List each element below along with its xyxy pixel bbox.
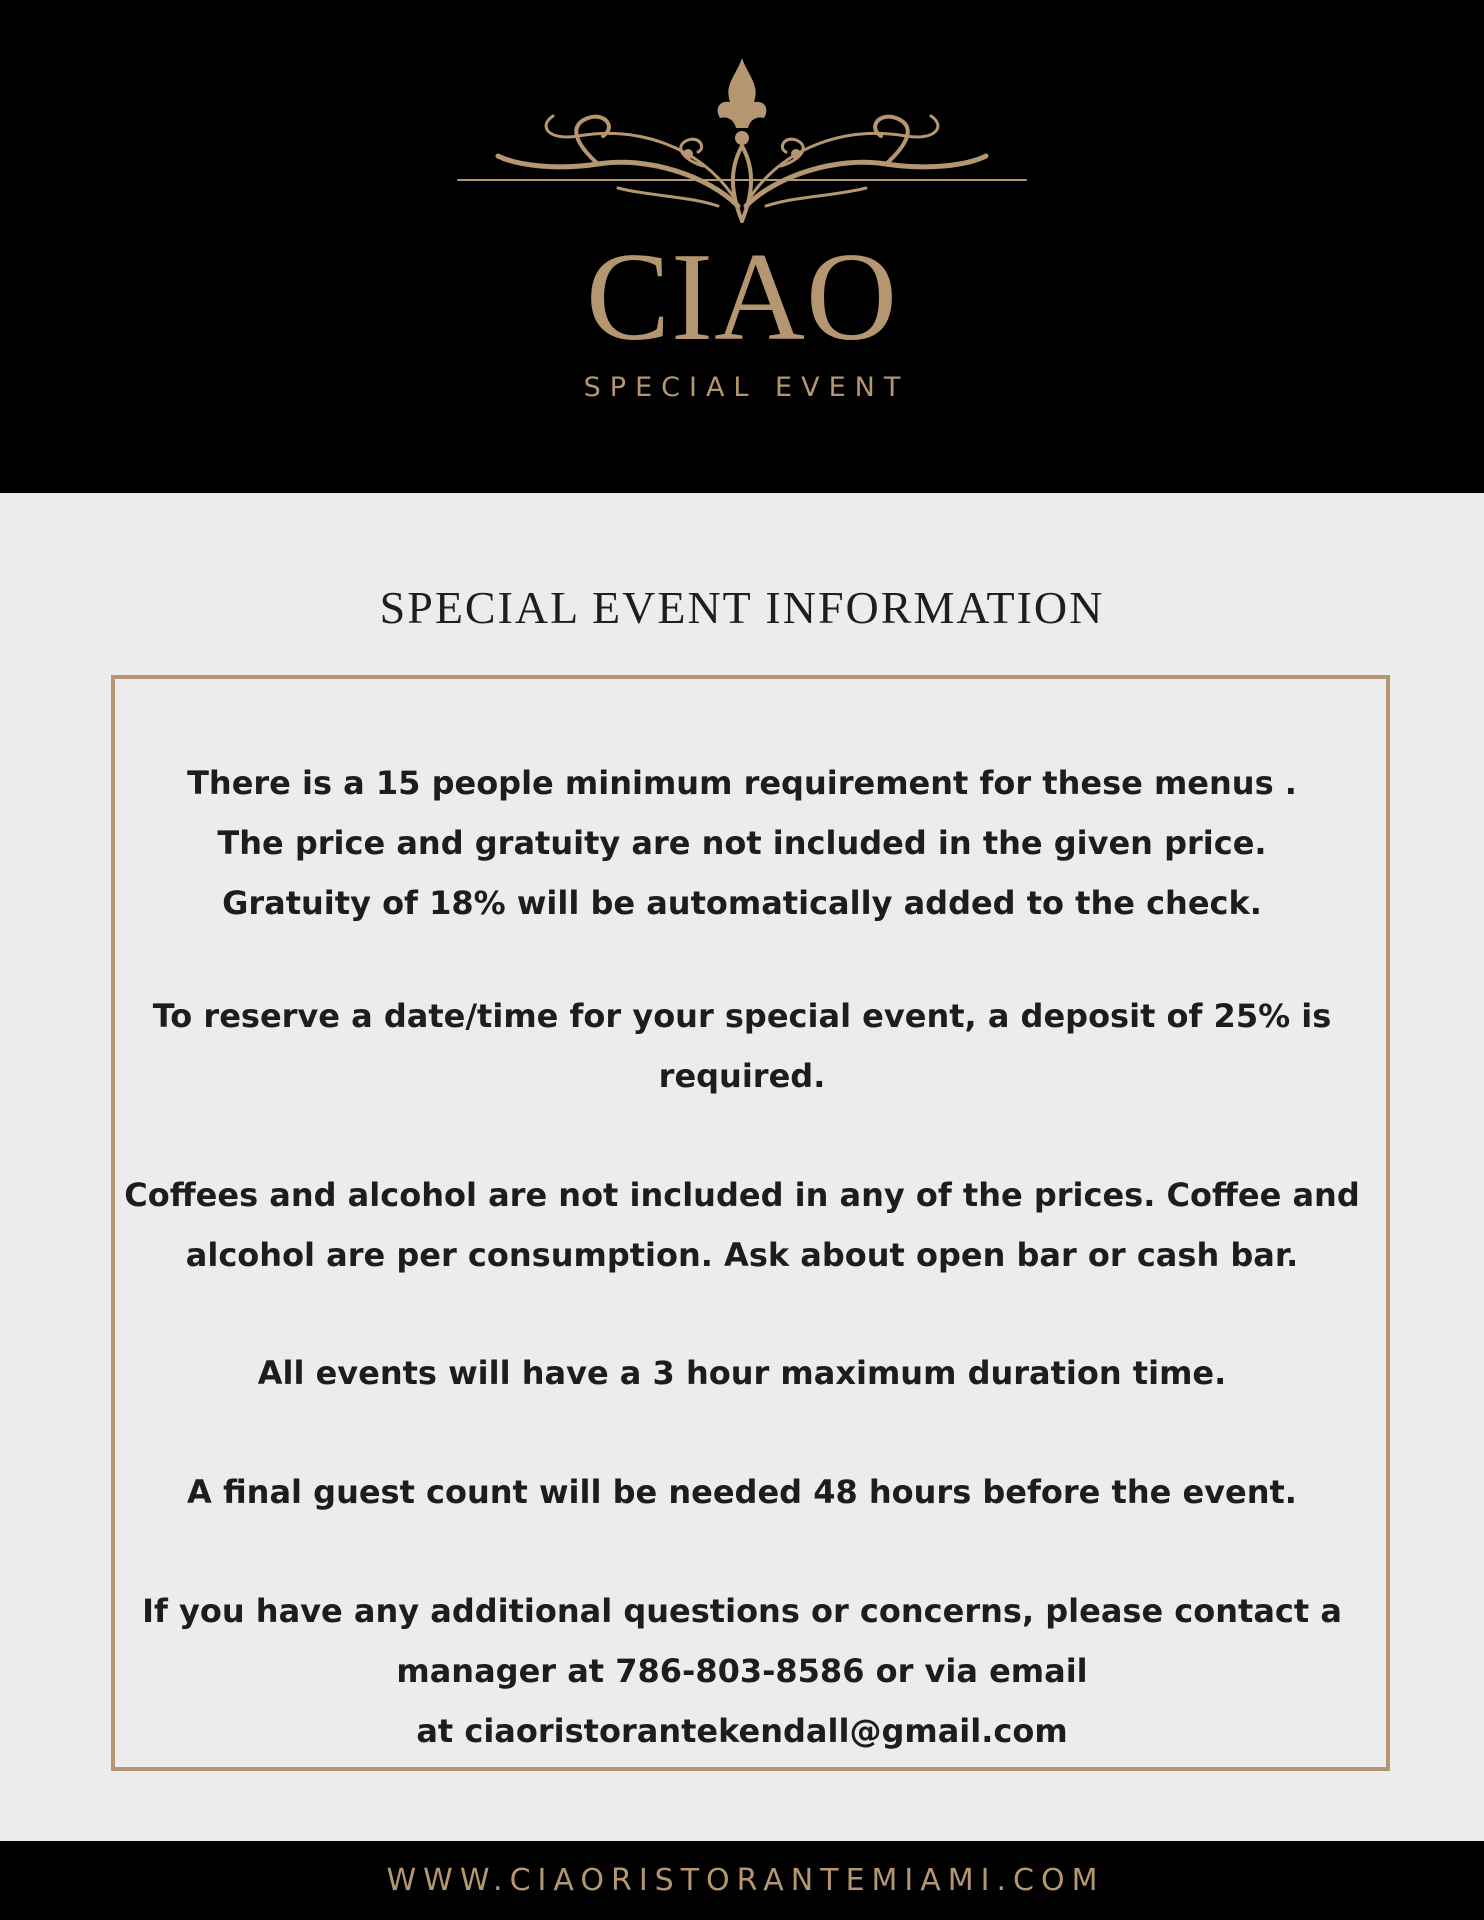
footer-bar <box>0 1841 1484 1920</box>
paragraph-duration <box>0 1343 1484 1403</box>
page-title: SPECIAL EVENT INFORMATION <box>379 582 1105 633</box>
website-url: WWW.CIAORISTORANTEMIAMI.COM <box>386 1863 1105 1898</box>
brand-subtitle: SPECIAL EVENT <box>583 372 910 403</box>
ornamental-flourish-icon <box>448 56 1036 226</box>
paragraph-deposit <box>0 986 1484 1106</box>
paragraph-coffee-alcohol <box>0 1165 1484 1285</box>
paragraph-line: All events will have a 3 hour maximum duration time. <box>257 1354 1227 1392</box>
paragraph-line: To reserve a date/time for your special event, a deposit of 25% is <box>152 997 1332 1035</box>
paragraph-guest-count <box>0 1462 1484 1522</box>
brand-logo-name: CIAO <box>586 228 898 367</box>
paragraph-minimum-requirement <box>0 753 1484 933</box>
paragraph-line: If you have any additional questions or concerns, please contact a <box>142 1592 1342 1630</box>
paragraph-line: Coffees and alcohol are not included in any of the prices. Coffee and <box>124 1176 1360 1214</box>
paragraph-contact <box>0 1581 1484 1761</box>
paragraph-line: Gratuity of 18% will be automatically added to the check. <box>222 884 1262 922</box>
paragraph-line-phone: manager at 786-803-8586 or via email <box>396 1652 1088 1690</box>
paragraph-line: The price and gratuity are not included in the given price. <box>217 824 1267 862</box>
paragraph-line-email: at ciaoristorantekendall@gmail.com <box>416 1712 1068 1750</box>
paragraph-line: alcohol are per consumption. Ask about open bar or cash bar. <box>185 1236 1299 1274</box>
header-banner <box>0 0 1484 493</box>
paragraph-line: There is a 15 people minimum requirement for these menus . <box>187 764 1297 802</box>
paragraph-line: A final guest count will be needed 48 hours before the event. <box>187 1473 1297 1511</box>
paragraph-line: required. <box>658 1057 826 1095</box>
